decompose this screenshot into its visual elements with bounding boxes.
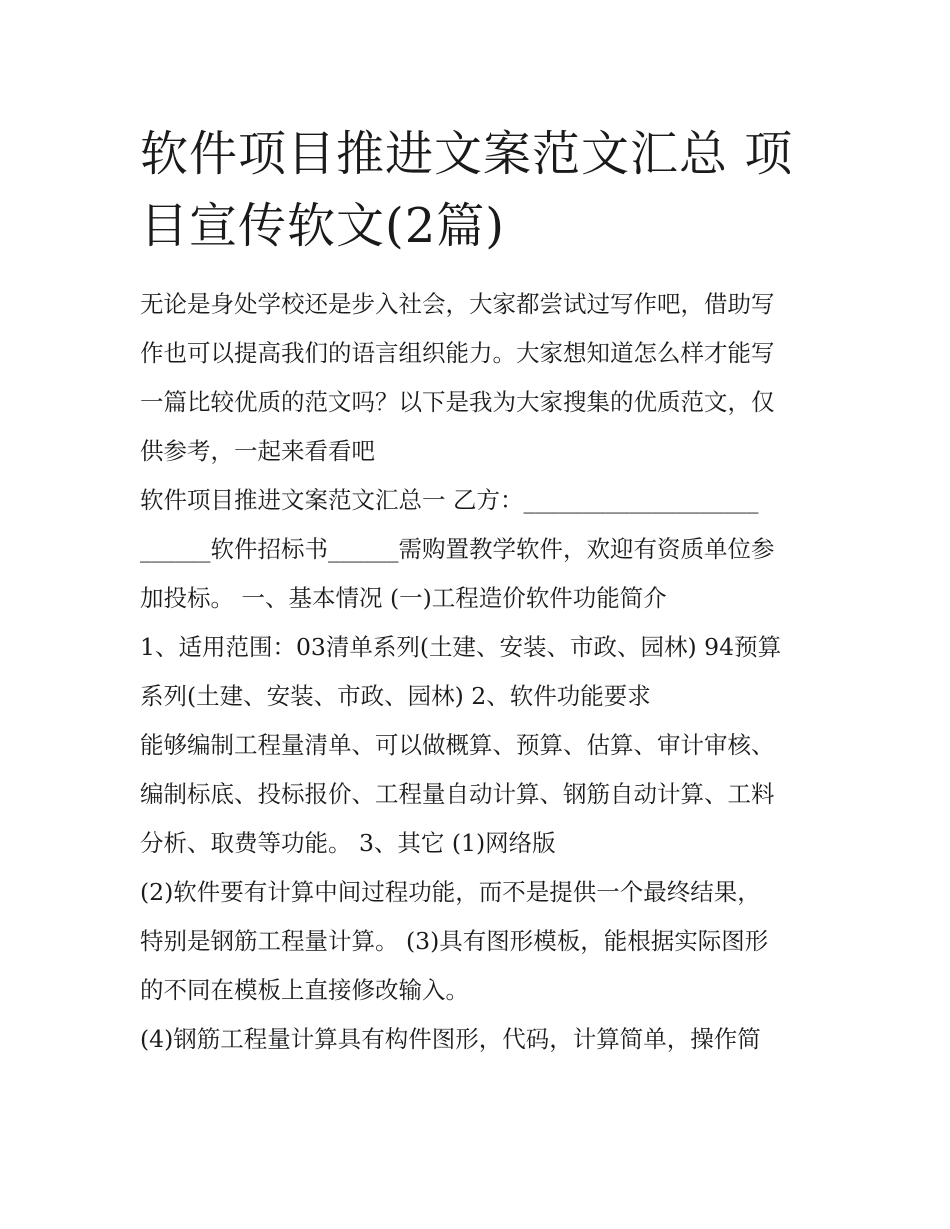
body-line: (2)软件要有计算中间过程功能，而不是提供一个最终结果， xyxy=(140,878,761,906)
title-line-1: 软件项目推进文案范文汇总 项 xyxy=(140,126,794,182)
body-line: 作也可以提高我们的语言组织能力。大家想知道怎么样才能写 xyxy=(140,339,775,367)
body-line: (4)钢筋工程量计算具有构件图形，代码，计算简单，操作简 xyxy=(140,1025,761,1053)
body-line: 分析、取费等功能。 3、其它 (1)网络版 xyxy=(140,829,556,857)
body-line: 的不同在模板上直接修改输入。 xyxy=(140,976,469,1004)
body-line: 特别是钢筋工程量计算。 (3)具有图形模板，能根据实际图形 xyxy=(140,927,769,955)
body-line: 供参考，一起来看看吧 xyxy=(140,437,375,465)
body-line: 编制标底、投标报价、工程量自动计算、钢筋自动计算、工料 xyxy=(140,780,775,808)
title-line-2: 目宣传软文(2篇) xyxy=(140,198,505,254)
body-line: 能够编制工程量清单、可以做概算、预算、估算、审计审核、 xyxy=(140,731,775,759)
body-line: ______软件招标书______需购置教学软件，欢迎有资质单位参 xyxy=(140,535,775,563)
body-line: 无论是身处学校还是步入社会，大家都尝试过写作吧，借助写 xyxy=(140,290,775,318)
body-line: 软件项目推进文案范文汇总一 乙方：____________________ xyxy=(140,486,759,514)
body-line: 系列(土建、安装、市政、园林) 2、软件功能要求 xyxy=(140,682,651,710)
body-line: 一篇比较优质的范文吗？以下是我为大家搜集的优质范文，仅 xyxy=(140,388,775,416)
document-body xyxy=(140,280,820,1064)
document-title xyxy=(140,118,840,262)
body-line: 1、适用范围：03清单系列(土建、安装、市政、园林) 94预算 xyxy=(140,633,782,661)
body-line: 加投标。 一、基本情况 (一)工程造价软件功能简介 xyxy=(140,584,667,612)
